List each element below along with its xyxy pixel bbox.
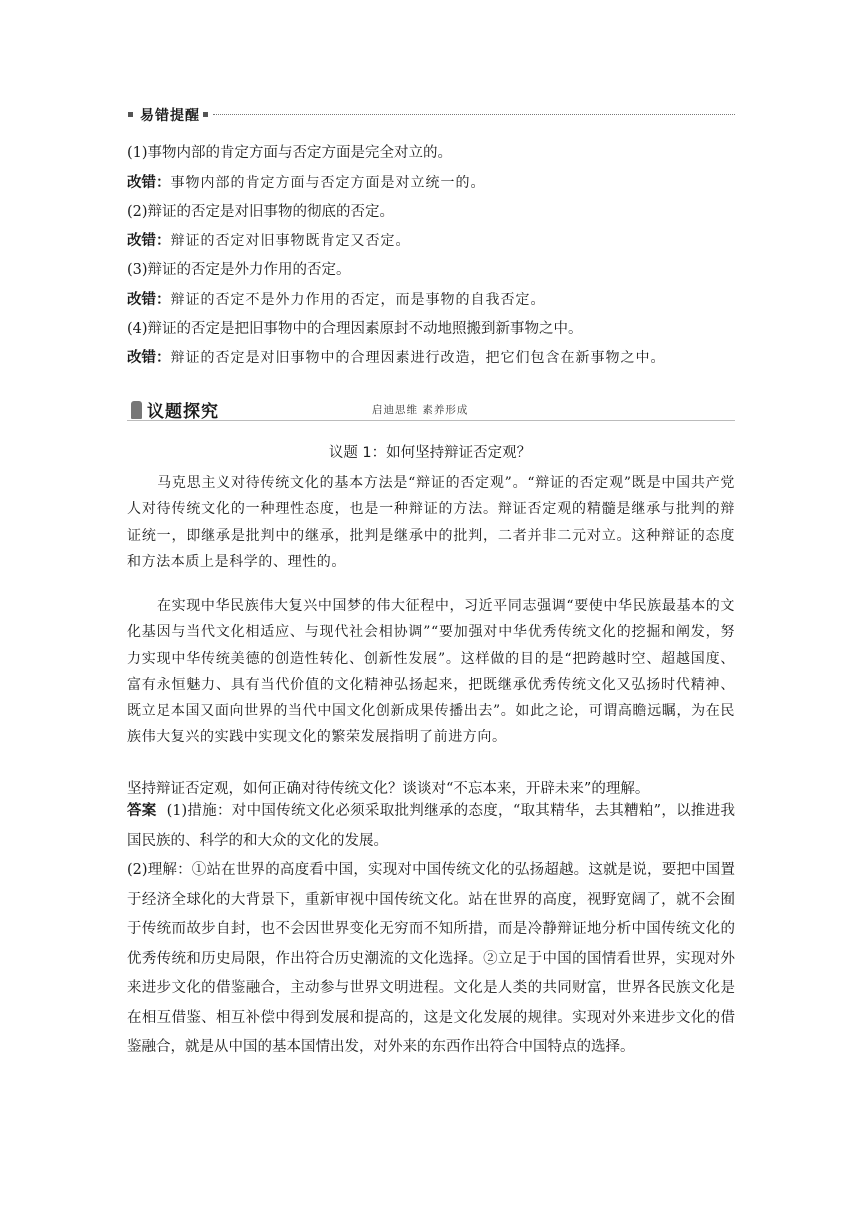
bookmark-icon bbox=[131, 401, 142, 419]
topic-exploration-banner bbox=[127, 397, 735, 423]
dotted-divider bbox=[213, 114, 735, 115]
error-reminder-header bbox=[127, 106, 735, 124]
section-title: 易错提醒 bbox=[140, 108, 200, 124]
correction-text: 辩证的否定不是外力作用的否定，而是事物的自我否定。 bbox=[170, 292, 546, 308]
error-statement-1: (1)事物内部的肯定方面与否定方面是完全对立的。 bbox=[127, 145, 453, 161]
error-statement-3: (3)辩证的否定是外力作用的否定。 bbox=[127, 262, 351, 278]
banner-subtitle: 启迪思维 素养形成 bbox=[372, 404, 469, 416]
correction-1 bbox=[127, 173, 486, 193]
material-paragraph-2 bbox=[127, 593, 735, 751]
answer-part-2: (2)理解：①站在世界的高度看中国，实现对中国传统文化的弘扬超越。这就是说，要把中国置于经济全球化的大背景下，重新审视中国传统文化。站在世界的高度，视野宽阔了，就不会囿于传统而故步自封，也不会因世界变化无穷而不知所措，而是冷静辩证地分析中国传统文化的优秀传统和历史局限，作出符合历史潮流的文化选择。②立足于中国的国情看世界，实现对外来进步文化的借鉴融合，主动参与世界文明进程。文化是人类的共同财富，世界各民族文化是在相互借鉴、相互补偿中得到发展和提高的，这是文化发展的规律。实现对外来进步文化的借鉴融合，就是从中国的基本国情出发，对外来的东西作出符合中国特点的选择。 bbox=[127, 862, 735, 1055]
correction-text: 事物内部的肯定方面与否定方面是对立统一的。 bbox=[170, 175, 486, 191]
error-statement-4: (4)辩证的否定是把旧事物中的合理因素原封不动地照搬到新事物之中。 bbox=[127, 321, 583, 337]
correction-4 bbox=[127, 348, 666, 368]
correction-2 bbox=[127, 231, 411, 251]
material-paragraph-1 bbox=[127, 470, 735, 575]
banner-underline bbox=[127, 420, 735, 421]
answer-part-1 bbox=[127, 797, 735, 856]
topic-title: 议题 1：如何坚持辩证否定观？ bbox=[328, 445, 532, 461]
correction-label: 改错： bbox=[127, 292, 171, 308]
correction-label: 改错： bbox=[127, 175, 171, 191]
correction-3 bbox=[127, 290, 546, 310]
correction-text: 辩证的否定对旧事物既肯定又否定。 bbox=[170, 233, 411, 249]
paragraph-text: 马克思主义对待传统文化的基本方法是“辩证的否定观”。“辩证的否定观”既是中国共产党人对待传统文化的一种理性态度，也是一种辩证的方法。辩证否定观的精髓是继承与批判的辩证统一，即继承是批判中的继承，批判是继承中的批判，二者并非二元对立。这种辩证的态度和方法本质上是科学的、理性的。 bbox=[127, 475, 735, 570]
paragraph-text: 在实现中华民族伟大复兴中国梦的伟大征程中，习近平同志强调“要使中华民族最基本的文化基因与当代文化相适应、与现代社会相协调”“要加强对中华优秀传统文化的挖掘和阐发，努力实现中华传统美德的创造性转化、创新性发展”。这样做的目的是“把跨越时空、超越国度、富有永恒魅力、具有当代价值的文化精神弘扬起来，把既继承优秀传统文化又弘扬时代精神、既立足本国又面向世界的当代中国文化创新成果传播出去”。如此之论，可谓高瞻远瞩，为在民族伟大复兴的实践中实现文化的繁荣发展指明了前进方向。 bbox=[127, 598, 735, 746]
answer-text: (1)措施：对中国传统文化必须采取批判继承的态度，“取其精华，去其糟粕”，以推进我国民族的、科学的和大众的文化的发展。 bbox=[127, 803, 735, 849]
banner-title: 议题探究 bbox=[147, 402, 219, 422]
square-bullet-icon bbox=[128, 112, 133, 117]
answer-block bbox=[127, 797, 735, 1063]
correction-text: 辩证的否定是对旧事物中的合理因素进行改造，把它们包含在新事物之中。 bbox=[170, 350, 666, 366]
correction-label: 改错： bbox=[127, 233, 171, 249]
error-statement-2: (2)辩证的否定是对旧事物的彻底的否定。 bbox=[127, 204, 395, 220]
answer-label: 答案 bbox=[127, 803, 157, 819]
correction-label: 改错： bbox=[127, 350, 171, 366]
question-text: 坚持辩证否定观，如何正确对待传统文化？谈谈对“不忘本来，开辟未来”的理解。 bbox=[127, 781, 650, 797]
square-bullet-icon bbox=[203, 112, 208, 117]
